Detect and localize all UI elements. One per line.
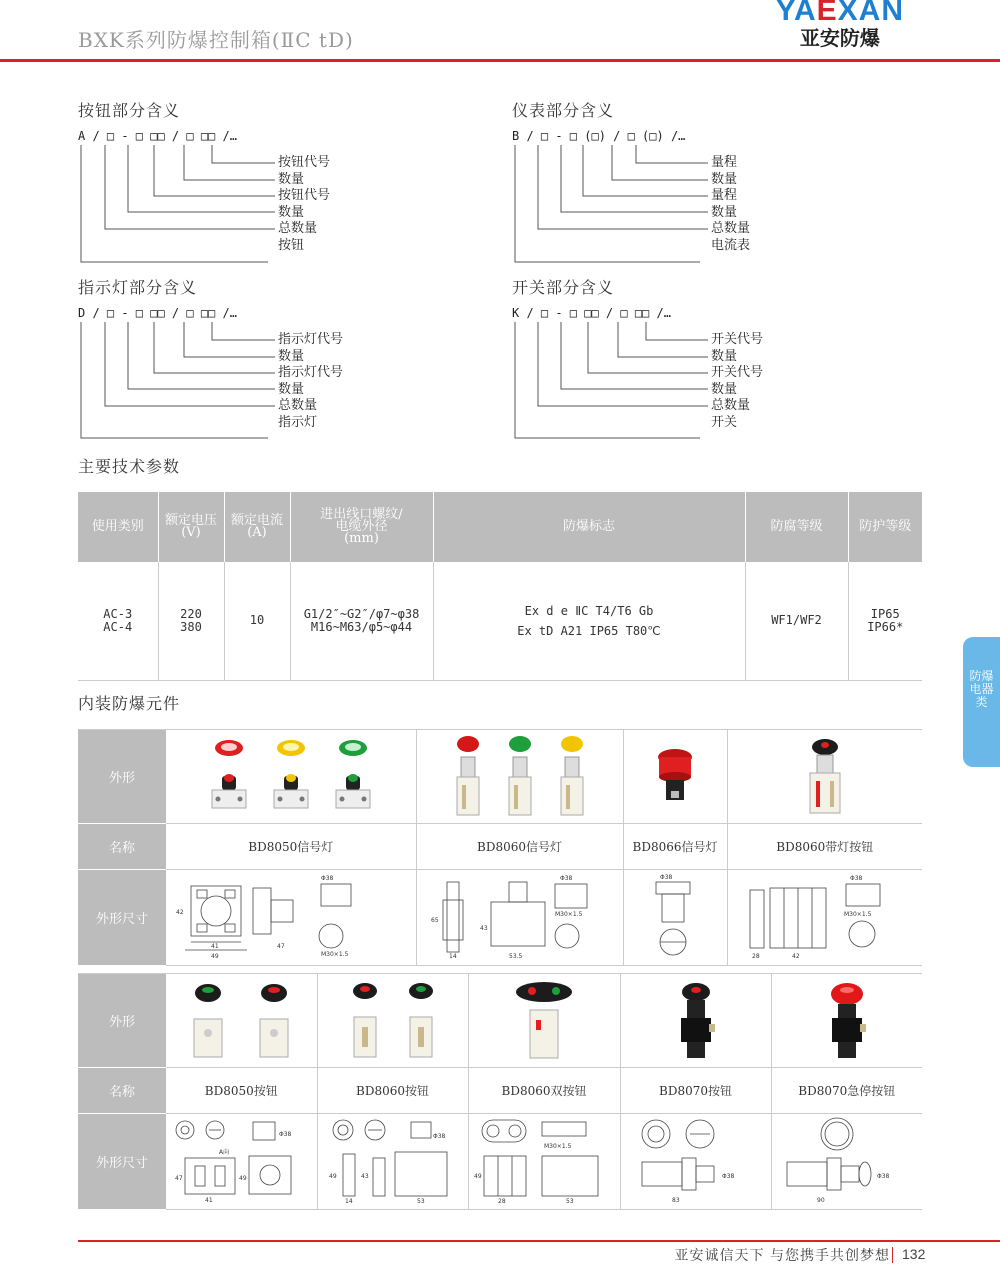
svg-text:M30×1.5: M30×1.5 [554, 911, 582, 918]
dimension-drawing [474, 1116, 614, 1204]
tech-params-title: 主要技术参数 [78, 457, 181, 476]
push-button-red-icon [673, 980, 719, 1062]
dimension-drawing [630, 872, 720, 960]
button-code: A / □ - □ □□ / □ □□ /… [78, 129, 237, 143]
component-name: BD8060带灯按钮 [727, 824, 922, 870]
row-label-dimension: 外形尺寸 [78, 1114, 166, 1210]
svg-text:42: 42 [791, 953, 800, 960]
switch-labels: 开关代号 数量 开关代号 数量 总数量 开关 [711, 332, 764, 430]
component-name: BD8060信号灯 [416, 824, 623, 870]
td-current: 10 [224, 562, 290, 680]
svg-text:49: 49 [210, 953, 219, 960]
td-thread: G1/2″~G2″/φ7~φ38 M16~M63/φ5~φ44 [290, 562, 433, 680]
bd8060-double-button-dimension-drawing [468, 1114, 620, 1210]
dimension-drawing [626, 1116, 766, 1204]
push-button-green-icon [404, 981, 438, 1061]
bd8060-button-dimension-drawing [317, 1114, 468, 1210]
td-ex-mark: Ex d e ⅡC T4/T6 Gb Ex tD A21 IP65 T80℃ [433, 562, 745, 680]
bd8060-lit-button-photo [727, 730, 922, 824]
brand-logo-cn: 亚安防爆 [799, 26, 880, 50]
component-table-1 [78, 729, 922, 966]
lit-button-icon [805, 737, 845, 817]
row-label-name: 名称 [78, 1068, 166, 1114]
lamp-yellow-icon [271, 738, 311, 816]
bd8060-light-photo [416, 730, 623, 824]
row-label-dimension: 外形尺寸 [78, 870, 166, 966]
button-labels: 按钮代号 数量 按钮代号 数量 总数量 按钮 [278, 155, 331, 253]
meter-section-title: 仪表部分含义 [512, 101, 615, 120]
svg-text:28: 28 [498, 1198, 506, 1204]
svg-text:53.5: 53.5 [508, 953, 522, 960]
th-category: 使用类别 [78, 492, 158, 562]
svg-text:49: 49 [239, 1175, 247, 1182]
svg-text:14: 14 [344, 1198, 353, 1204]
lamp-red-icon [655, 747, 695, 807]
row-label-name: 名称 [78, 824, 166, 870]
td-voltage: 220 380 [158, 562, 224, 680]
bd8060-lit-button-dimension-drawing [727, 870, 922, 966]
category-side-tab[interactable] [963, 637, 1000, 767]
component-name: BD8050信号灯 [166, 824, 416, 870]
component-name: BD8060双按钮 [468, 1068, 620, 1114]
component-table-2 [78, 973, 922, 1210]
lamp-yellow-icon [557, 735, 587, 819]
svg-text:47: 47 [175, 1175, 183, 1182]
component-name: BD8070急停按钮 [771, 1068, 922, 1114]
light-code: D / □ - □ □□ / □ □□ /… [78, 306, 237, 320]
lamp-red-icon [209, 738, 249, 816]
bd8060-double-button-photo [468, 974, 620, 1068]
meter-code: B / □ - □ (□) / □ (□) /… [512, 129, 686, 143]
th-voltage: 额定电压 (V) [158, 492, 224, 562]
svg-text:28: 28 [751, 953, 760, 960]
dimension-drawing [425, 872, 615, 960]
row-label-appearance: 外形 [78, 730, 166, 824]
footer-slogan: 亚安诚信天下 与您携手共创梦想 [674, 1248, 890, 1264]
svg-text:83: 83 [671, 1197, 680, 1204]
push-button-red-icon [252, 981, 296, 1061]
component-name: BD8066信号灯 [623, 824, 727, 870]
switch-section-title: 开关部分含义 [512, 278, 615, 297]
svg-text:43: 43 [479, 925, 488, 932]
bd8070-button-dimension-drawing [620, 1114, 771, 1210]
bd8070-button-photo [620, 974, 771, 1068]
svg-text:65: 65 [430, 917, 439, 924]
double-button-icon [512, 980, 576, 1062]
tech-params-row [78, 562, 922, 680]
name-row [78, 824, 922, 870]
switch-leader-lines [0, 0, 1000, 500]
svg-text:90: 90 [816, 1197, 825, 1204]
emergency-stop-icon [824, 980, 870, 1062]
bd8060-button-photo [317, 974, 468, 1068]
light-section-title: 指示灯部分含义 [78, 278, 198, 297]
push-button-red-icon [348, 981, 382, 1061]
svg-text:41: 41 [205, 1197, 213, 1204]
dimension-row [78, 870, 922, 966]
components-title: 内装防爆元件 [78, 694, 181, 713]
page-title: BXK系列防爆控制箱(ⅡC tD) [78, 28, 354, 52]
bd8066-light-dimension-drawing [623, 870, 727, 966]
svg-text:Φ38: Φ38 [559, 875, 572, 882]
dimension-drawing [740, 872, 910, 960]
svg-text:Φ38: Φ38 [849, 875, 863, 882]
svg-text:Φ38: Φ38 [721, 1173, 734, 1180]
th-thread: 进出线口螺纹/ 电缆外径 (mm) [290, 492, 433, 562]
svg-text:Φ38: Φ38 [660, 874, 673, 881]
component-name: BD8060按钮 [317, 1068, 468, 1114]
svg-text:Φ38: Φ38 [876, 1173, 890, 1180]
td-protection: IP65 IP66* [848, 562, 922, 680]
dimension-drawing [171, 1116, 311, 1204]
button-section-title: 按钮部分含义 [78, 101, 181, 120]
bd8050-light-photo [166, 730, 416, 824]
category-side-tab-label: 防爆电器类 [969, 669, 994, 709]
svg-text:M30×1.5: M30×1.5 [320, 951, 349, 958]
component-name: BD8050按钮 [166, 1068, 317, 1114]
svg-text:14: 14 [448, 953, 457, 960]
footer-rule [78, 1240, 1000, 1242]
td-anticorrosion: WF1/WF2 [745, 562, 848, 680]
svg-text:Φ38: Φ38 [279, 1131, 292, 1138]
component-name: BD8070按钮 [620, 1068, 771, 1114]
name-row [78, 1068, 922, 1114]
th-current: 额定电流 (A) [224, 492, 290, 562]
bd8060-light-dimension-drawing [416, 870, 623, 966]
svg-text:M30×1.5: M30×1.5 [843, 911, 872, 918]
svg-text:47: 47 [276, 943, 285, 950]
tech-params-table [78, 492, 922, 681]
page-number: 132 [902, 1246, 926, 1262]
bd8070-emergency-stop-photo [771, 974, 922, 1068]
appearance-row [78, 974, 922, 1068]
svg-text:42: 42 [175, 909, 184, 916]
svg-text:Φ38: Φ38 [320, 875, 334, 882]
footer-separator [892, 1247, 893, 1263]
push-button-green-icon [186, 981, 230, 1061]
svg-text:M30×1.5: M30×1.5 [544, 1143, 572, 1150]
bd8050-button-photo [166, 974, 317, 1068]
svg-text:49: 49 [328, 1173, 337, 1180]
row-label-appearance: 外形 [78, 974, 166, 1068]
meter-labels: 量程 数量 量程 数量 总数量 电流表 [711, 155, 751, 253]
dimension-drawing [171, 872, 411, 960]
svg-text:53: 53 [566, 1198, 574, 1204]
lamp-green-icon [333, 738, 373, 816]
td-category: AC-3 AC-4 [78, 562, 158, 680]
th-ex-mark: 防爆标志 [433, 492, 745, 562]
svg-text:A向: A向 [219, 1149, 230, 1156]
svg-text:43: 43 [360, 1173, 369, 1180]
dimension-row [78, 1114, 922, 1210]
lamp-green-icon [505, 735, 535, 819]
svg-text:Φ38: Φ38 [432, 1133, 445, 1140]
dimension-drawing [777, 1116, 917, 1204]
svg-text:41: 41 [210, 943, 219, 950]
th-anticorrosion: 防腐等级 [745, 492, 848, 562]
th-protection: 防护等级 [848, 492, 922, 562]
svg-text:49: 49 [474, 1173, 482, 1180]
brand-logo-en: YAEXAN [775, 0, 904, 27]
svg-text:53: 53 [416, 1198, 425, 1204]
bd8070-emergency-stop-dimension-drawing [771, 1114, 922, 1210]
bd8066-light-photo [623, 730, 727, 824]
dimension-drawing [323, 1116, 463, 1204]
bd8050-button-dimension-drawing [166, 1114, 317, 1210]
bd8050-light-dimension-drawing [166, 870, 416, 966]
lamp-red-icon [453, 735, 483, 819]
tech-params-header [78, 492, 922, 562]
light-labels: 指示灯代号 数量 指示灯代号 数量 总数量 指示灯 [278, 332, 344, 430]
switch-code: K / □ - □ □□ / □ □□ /… [512, 306, 671, 320]
appearance-row [78, 730, 922, 824]
